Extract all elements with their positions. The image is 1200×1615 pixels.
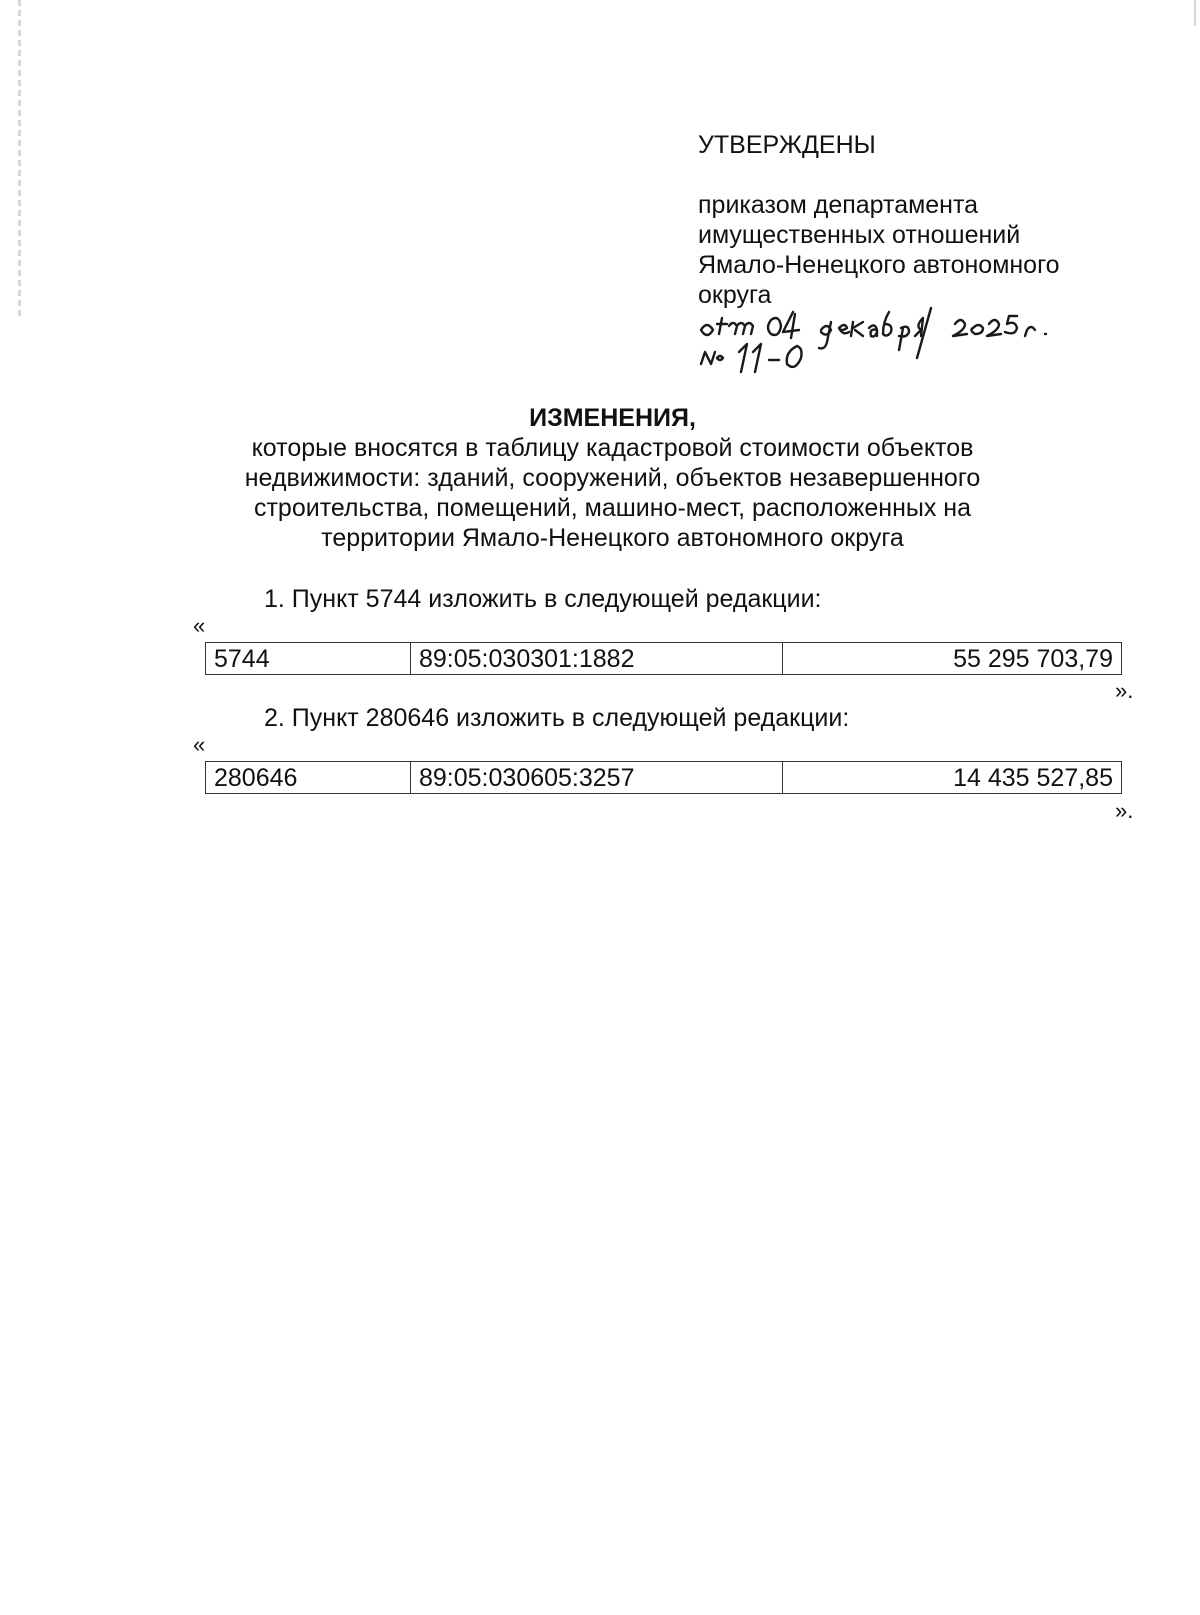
table-cell-cadastral-number: 89:05:030301:1882: [411, 643, 783, 675]
heading-line: которые вносятся в таблицу кадастровой стоимости объектов: [251, 434, 974, 462]
cadastral-table: [205, 642, 1122, 675]
heading-title: ИЗМЕНЕНИЯ,: [529, 404, 696, 432]
item-label: 2. Пункт 280646 изложить в следующей редакции:: [264, 704, 850, 732]
table-cell-cadastral-number: 89:05:030605:3257: [411, 762, 783, 794]
heading-line: недвижимости: зданий, сооружений, объектов незавершенного: [244, 464, 981, 492]
approval-line: приказом департамента: [698, 191, 979, 219]
quote-close: ».: [1115, 798, 1134, 823]
quote-open: «: [193, 613, 206, 638]
table-cell-cost: 14 435 527,85: [783, 762, 1122, 794]
table-cell-cost: 55 295 703,79: [783, 643, 1122, 675]
document-heading: [210, 403, 1015, 553]
table-cell-number: 280646: [206, 762, 411, 794]
cadastral-table: [205, 761, 1122, 794]
table-row: [206, 643, 1122, 675]
approval-block: [698, 130, 1168, 310]
scan-edge-mark-right: [1194, 0, 1196, 26]
heading-line: территории Ямало-Ненецкого автономного округа: [321, 524, 904, 552]
table-cell-number: 5744: [206, 643, 411, 675]
approval-stamp-word: УТВЕРЖДЕНЫ: [698, 131, 876, 159]
item-label: 1. Пункт 5744 изложить в следующей редакции:: [264, 585, 822, 613]
heading-line: строительства, помещений, машино-мест, расположенных на: [253, 494, 972, 522]
quote-close: ».: [1115, 678, 1134, 703]
approval-line: округа: [698, 281, 772, 309]
table-row: [206, 762, 1122, 794]
handwritten-date-and-number: [693, 300, 1113, 380]
approval-line: имущественных отношений: [698, 221, 1021, 249]
quote-open: «: [193, 732, 206, 757]
scan-edge-mark: [18, 0, 21, 320]
handwriting-image: [693, 300, 1113, 380]
approval-line: Ямало-Ненецкого автономного: [698, 251, 1060, 279]
